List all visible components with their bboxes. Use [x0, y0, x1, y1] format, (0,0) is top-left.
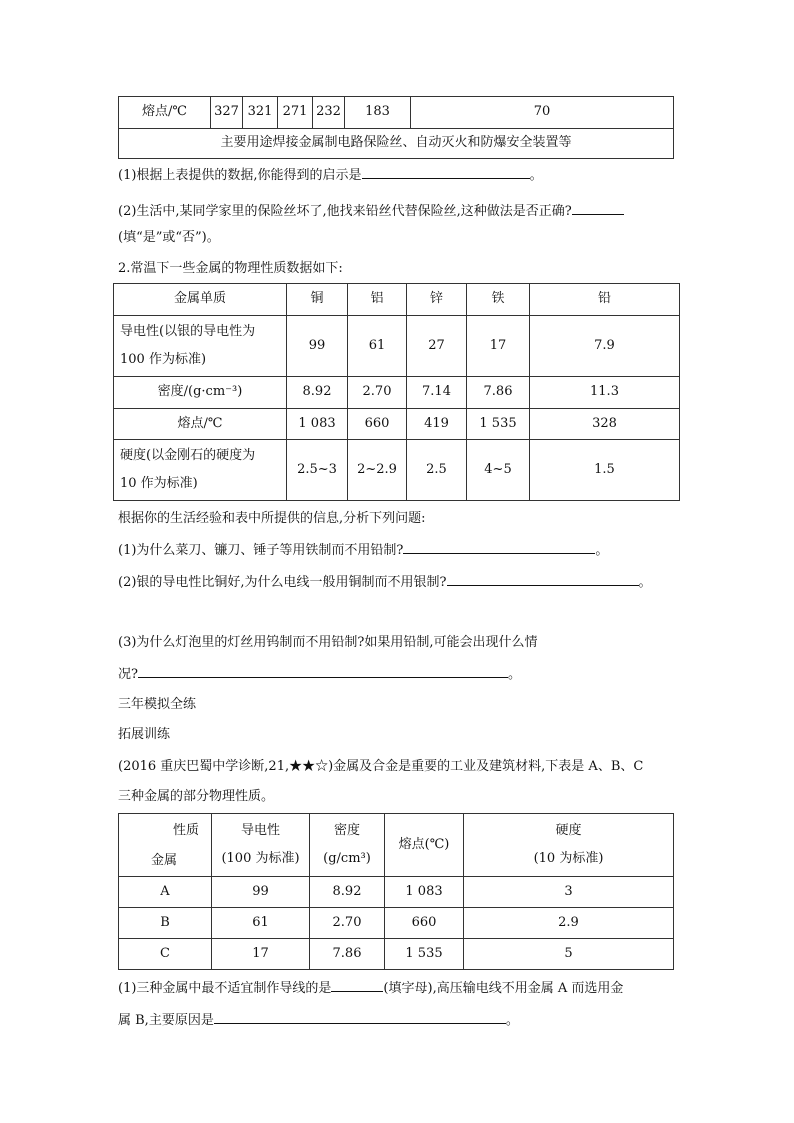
section-2-question-1: (1)为什么菜刀、镰刀、锤子等用铁制而不用铅制? 。 — [118, 540, 608, 560]
table-cell: 17 — [212, 939, 310, 970]
table-cell: 7.86 — [467, 377, 530, 409]
melting-point-table — [118, 96, 674, 159]
header-melting-point: 熔点(℃) — [385, 814, 464, 877]
table-cell: 3 — [464, 877, 674, 908]
table-cell: 70 — [411, 97, 674, 129]
table-cell: 5 — [464, 939, 674, 970]
table-cell: 4~5 — [467, 440, 530, 501]
section-3-intro-continued: 三种金属的部分物理性质。 — [118, 789, 275, 804]
table-cell: 61 — [212, 908, 310, 939]
table-cell: C — [119, 939, 212, 970]
table-cell: 7.9 — [530, 316, 680, 377]
table-cell: 7.86 — [310, 939, 385, 970]
table-cell: 27 — [407, 316, 467, 377]
answer-blank[interactable] — [214, 1010, 506, 1024]
header-cell: 铝 — [348, 284, 407, 316]
table-cell: 2.9 — [464, 908, 674, 939]
table-cell: 2.5 — [407, 440, 467, 501]
answer-blank[interactable] — [138, 664, 508, 678]
table-cell: 8.92 — [310, 877, 385, 908]
table-cell: 1.5 — [530, 440, 680, 501]
header-cell: 铁 — [467, 284, 530, 316]
table-cell: 328 — [530, 409, 680, 440]
section-3-question-1: (1)三种金属中最不适宜制作导线的是 (填字母),高压输电线不用金属 A 而选用金 — [118, 978, 623, 998]
section-3-subtitle: 拓展训练 — [118, 727, 171, 742]
row-label-conductivity: 导电性(以银的导电性为 100 作为标准) — [114, 316, 287, 377]
table-cell: 183 — [345, 97, 411, 129]
table-cell: 660 — [385, 908, 464, 939]
table-cell: 11.3 — [530, 377, 680, 409]
row-label-density: 密度/(g·cm⁻³) — [114, 377, 287, 409]
metal-properties-table — [113, 283, 680, 501]
answer-blank[interactable] — [362, 165, 530, 179]
table-cell: 321 — [243, 97, 278, 129]
table-cell: 271 — [278, 97, 313, 129]
header-cell: 铜 — [287, 284, 348, 316]
table-cell: 2.70 — [310, 908, 385, 939]
table-cell: 327 — [211, 97, 243, 129]
diagonal-header-cell — [119, 814, 212, 877]
header-conductivity: 导电性 (100 为标准) — [212, 814, 310, 877]
table-cell: B — [119, 908, 212, 939]
section-2-question-3: (3)为什么灯泡里的灯丝用钨制而不用铅制?如果用铅制,可能会出现什么情 — [118, 635, 538, 650]
table-cell: 1 535 — [385, 939, 464, 970]
table-cell: 7.14 — [407, 377, 467, 409]
row-label-hardness: 硬度(以金刚石的硬度为 10 作为标准) — [114, 440, 287, 501]
row-label-melting-point: 熔点/℃ — [114, 409, 287, 440]
section-2-intro: 根据你的生活经验和表中所提供的信息,分析下列问题: — [118, 511, 426, 526]
table-cell: 1 535 — [467, 409, 530, 440]
section-3-question-1-continued: 属 B,主要原因是 。 — [118, 1010, 519, 1030]
header-metal: 金属 — [151, 853, 178, 868]
table-cell: 660 — [348, 409, 407, 440]
table-cell: 2.5~3 — [287, 440, 348, 501]
table-cell: 232 — [313, 97, 345, 129]
header-cell: 金属单质 — [114, 284, 287, 316]
section-3-intro: (2016 重庆巴蜀中学诊断,21,★★☆)金属及合金是重要的工业及建筑材料,下表是 A、B、C — [118, 759, 644, 774]
table-cell: 61 — [348, 316, 407, 377]
answer-blank[interactable] — [572, 201, 624, 215]
question-2-continued: (填“是”或“否”)。 — [118, 230, 220, 245]
table-cell: 2.70 — [348, 377, 407, 409]
table-cell: 99 — [212, 877, 310, 908]
answer-blank[interactable] — [447, 572, 639, 586]
header-cell: 锌 — [407, 284, 467, 316]
table-cell: 99 — [287, 316, 348, 377]
table-cell: 419 — [407, 409, 467, 440]
table-cell: 1 083 — [385, 877, 464, 908]
question-2: (2)生活中,某同学家里的保险丝坏了,他找来铅丝代替保险丝,这种做法是否正确? — [118, 201, 624, 221]
table-cell: 2~2.9 — [348, 440, 407, 501]
header-cell: 铅 — [530, 284, 680, 316]
table-cell: 1 083 — [287, 409, 348, 440]
header-property: 性质 — [173, 823, 200, 838]
answer-blank[interactable] — [403, 540, 595, 554]
section-2-title: 2.常温下一些金属的物理性质数据如下: — [118, 261, 343, 276]
question-1: (1)根据上表提供的数据,你能得到的启示是 。 — [118, 165, 543, 185]
metals-abc-table — [118, 813, 674, 970]
section-2-question-2: (2)银的导电性比铜好,为什么电线一般用铜制而不用银制? 。 — [118, 572, 652, 592]
header-hardness: 硬度 (10 为标准) — [464, 814, 674, 877]
usage-cell: 主要用途焊接金属制电路保险丝、自动灭火和防爆安全装置等 — [119, 129, 674, 159]
table-cell: A — [119, 877, 212, 908]
row-label-melting-point: 熔点/℃ — [119, 97, 211, 129]
section-2-question-3-continued: 况? 。 — [118, 664, 521, 684]
header-density: 密度 (g/cm³) — [310, 814, 385, 877]
answer-blank[interactable] — [331, 978, 383, 992]
table-cell: 8.92 — [287, 377, 348, 409]
section-3-title: 三年模拟全练 — [118, 697, 197, 712]
table-cell: 17 — [467, 316, 530, 377]
